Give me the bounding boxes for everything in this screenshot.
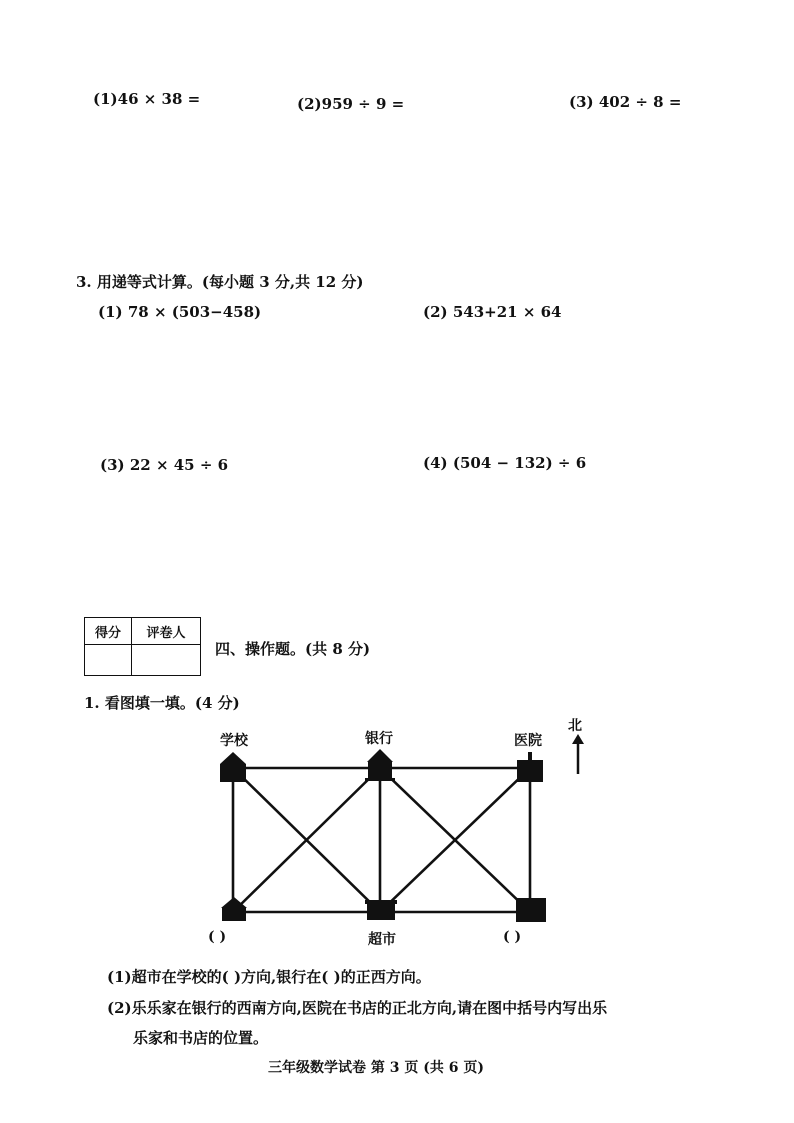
blank-left: ( ): [208, 929, 227, 945]
question-1: (1)超市在学校的( )方向,银行在( )的正西方向。: [107, 968, 431, 986]
section3-item-2: (2) 543+21 × 64: [423, 303, 562, 321]
score-header: 得分: [85, 618, 132, 645]
problem-1: (1)46 × 38 =: [93, 90, 201, 108]
map-lines: [233, 768, 530, 912]
question-2-line1: (2)乐乐家在银行的西南方向,医院在书店的正北方向,请在图中括号内写出乐: [107, 999, 608, 1017]
label-school: 学校: [220, 733, 248, 749]
label-hospital: 医院: [514, 733, 542, 749]
north-label: 北: [568, 718, 582, 734]
problem-2: (2)959 ÷ 9 =: [297, 95, 405, 113]
section3-title: 3. 用递等式计算。(每小题 3 分,共 12 分): [76, 273, 364, 291]
grader-header: 评卷人: [132, 618, 201, 645]
section3-item-1: (1) 78 × (503−458): [98, 303, 262, 321]
north-arrow-icon: [572, 734, 584, 774]
problem-3: (3) 402 ÷ 8 =: [569, 93, 682, 111]
section3-item-4: (4) (504 − 132) ÷ 6: [423, 454, 587, 472]
bank-icon: [365, 749, 395, 781]
page-footer: 三年级数学试卷 第 3 页 (共 6 页): [268, 1060, 484, 1076]
blank-right: ( ): [503, 929, 522, 945]
label-bank: 银行: [365, 731, 393, 747]
hospital-icon: [517, 752, 543, 782]
section4-q1-title: 1. 看图填一填。(4 分): [84, 694, 240, 712]
supermarket-icon: [365, 900, 397, 920]
section4-title: 四、操作题。(共 8 分): [215, 640, 371, 658]
section3-item-3: (3) 22 × 45 ÷ 6: [100, 456, 229, 474]
building-icon: [516, 898, 546, 922]
question-2-line2: 乐家和书店的位置。: [133, 1029, 269, 1047]
school-icon: [220, 752, 246, 782]
label-supermarket: 超市: [368, 932, 396, 948]
